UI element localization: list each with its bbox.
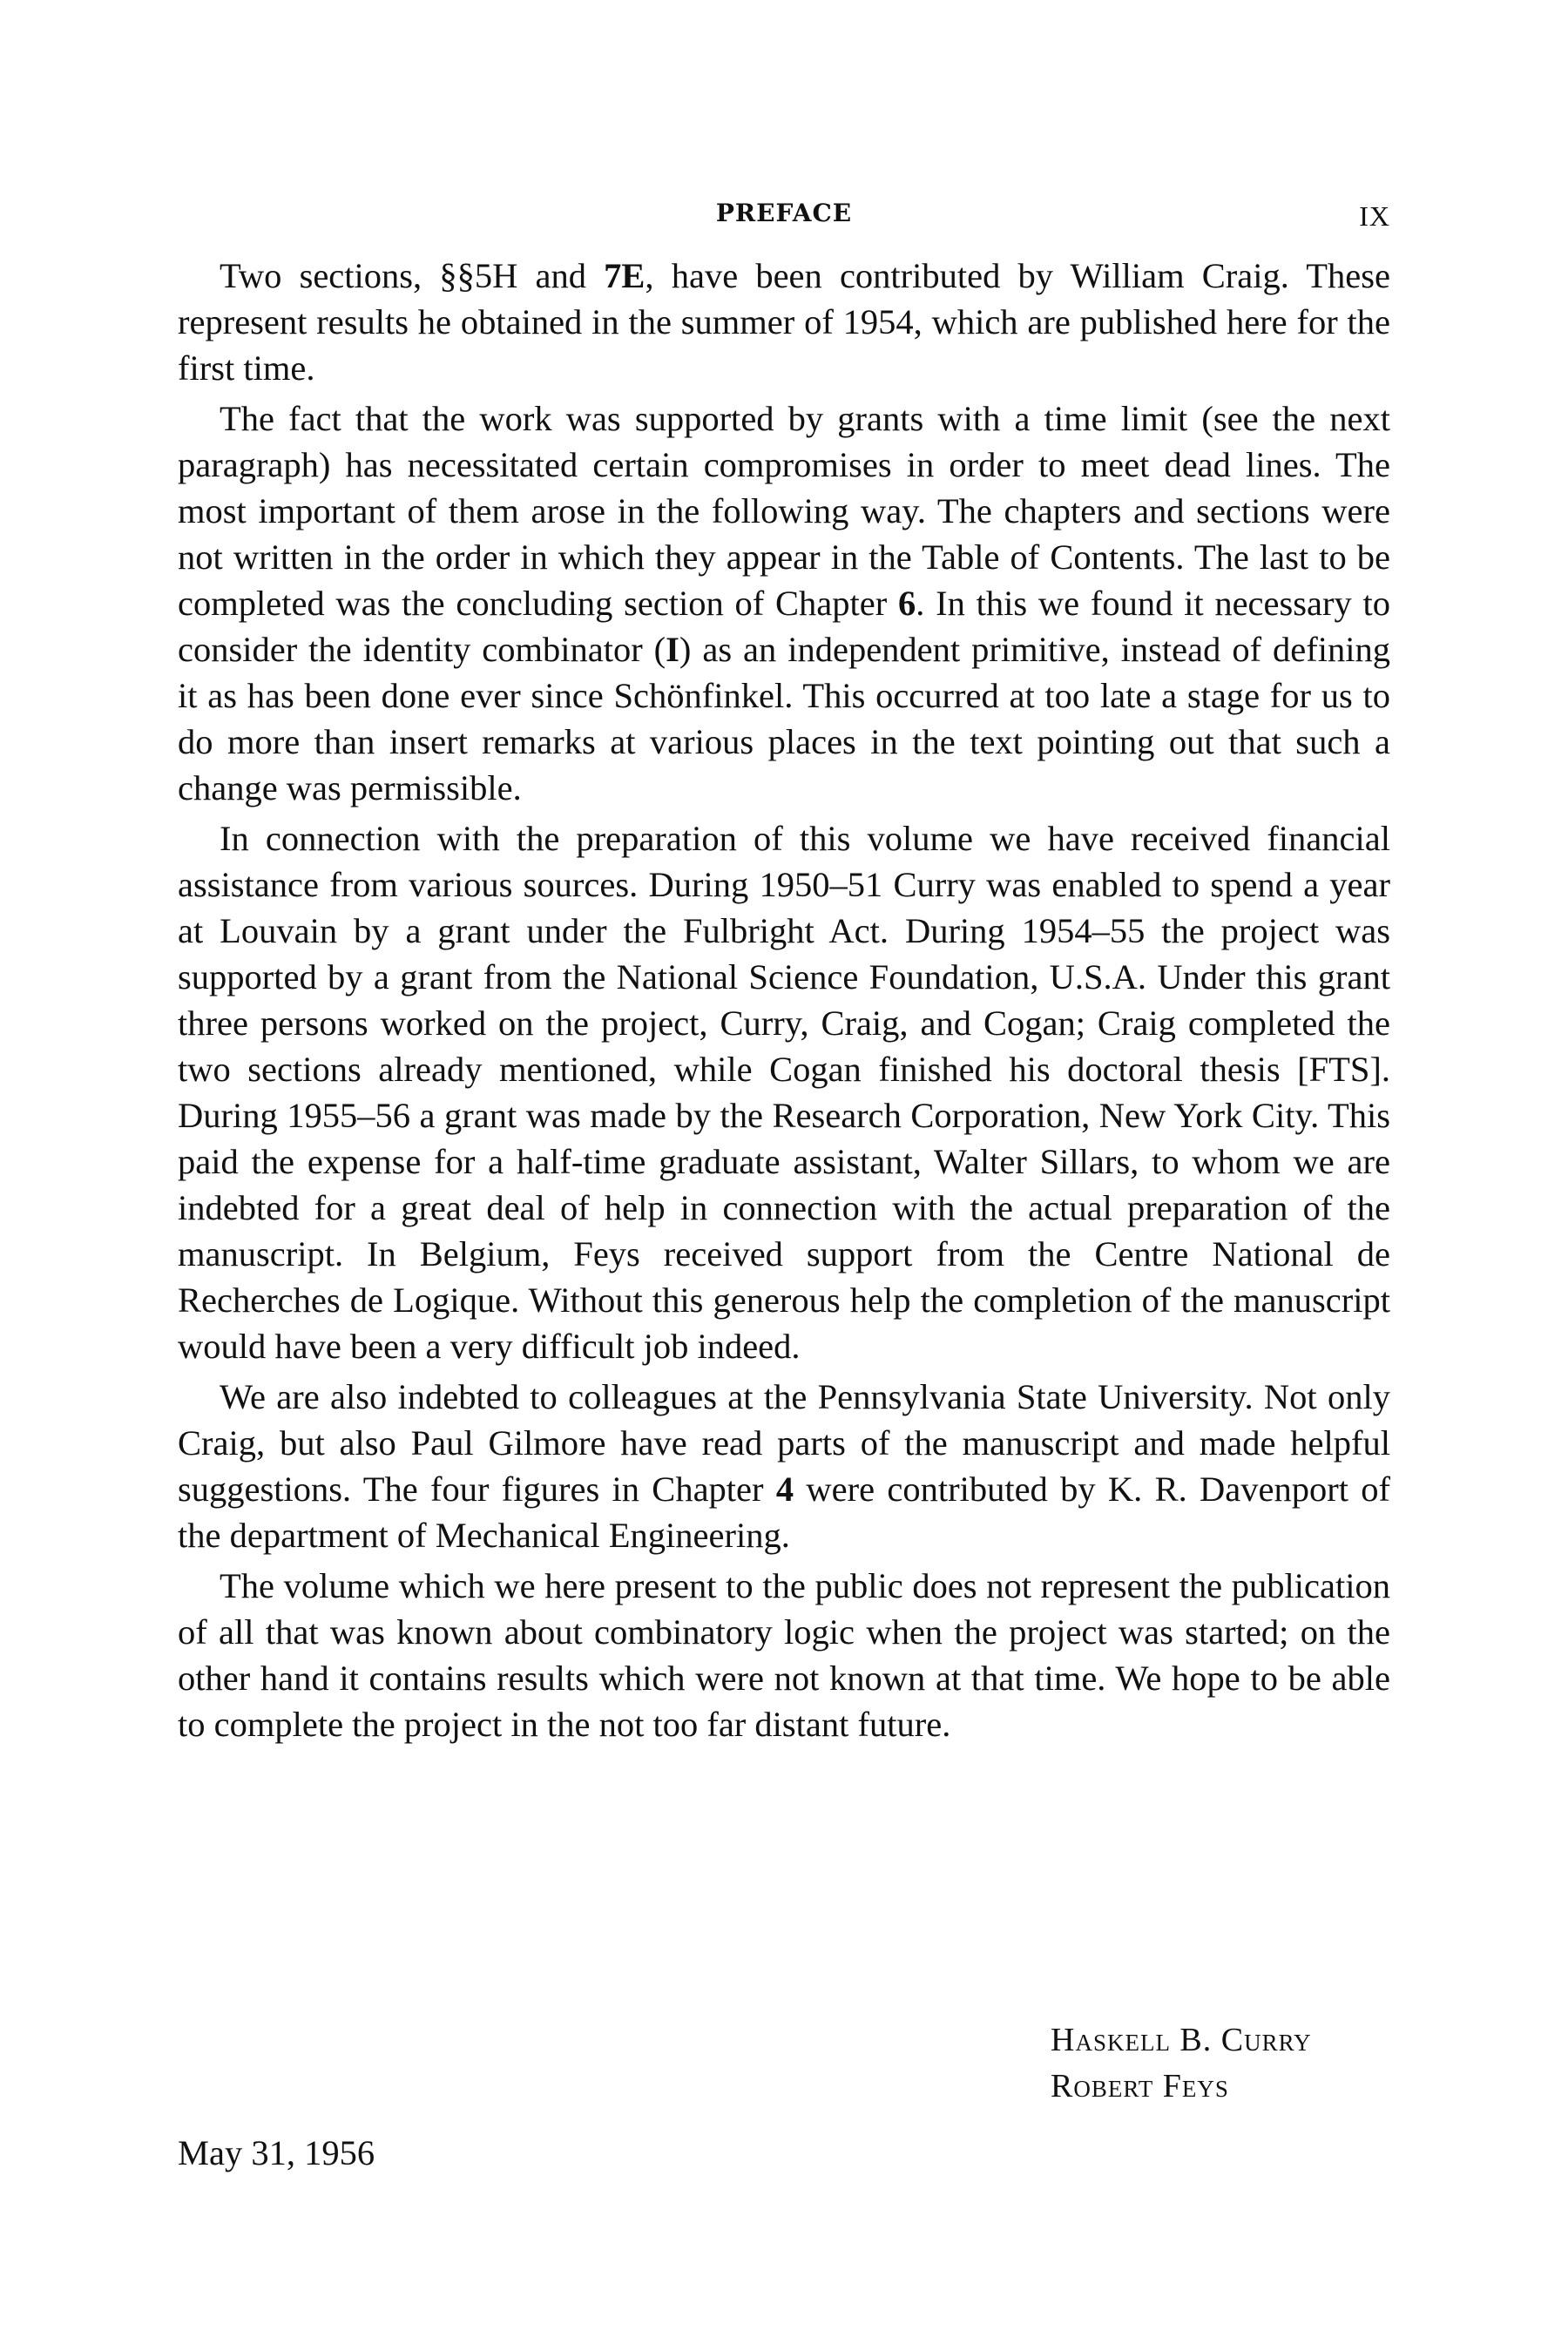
text-run: The volume which we here present to the public does not represent the publication of all that was known about combinatory logic when the project was started; on the other hand it contains results which were not known at that time. We hope to be able to complete the project in the not too far distant future. <box>178 1566 1390 1744</box>
text-run: , have been contributed by William Craig. These represent results he obtained in the summer of 1954, which are published here for the first time. <box>178 256 1390 388</box>
chapter-ref: 6 <box>898 584 916 623</box>
page-number: IX <box>1359 200 1390 232</box>
preface-body <box>178 253 1390 1752</box>
text-run: ) as an independent primitive, instead of defining it as has been done ever since Schönfinkel. This occurred at too late a stage for us to do more than insert remarks at various places in the text pointing out that such a change was permissible. <box>178 630 1390 807</box>
date: May 31, 1956 <box>178 2133 375 2172</box>
text-run: The fact that the work was supported by grants with a time limit (see the next paragraph) has necessitated certain compromises in order to meet dead lines. The most important of them arose in the following way. The chapters and sections were not written in the order in which they appear in the Table of Contents. The last to be completed was the concluding section of Chapter <box>178 399 1390 623</box>
signature-block <box>1051 2017 1312 2110</box>
paragraph <box>178 253 1390 391</box>
paragraph <box>178 1374 1390 1558</box>
text-run: were contributed by K. R. Davenport of the department of Mechanical Engineering. <box>178 1469 1390 1555</box>
chapter-ref: 4 <box>775 1469 794 1509</box>
section-ref: 7E <box>604 256 645 295</box>
author-signature: Robert Feys <box>1051 2068 1229 2104</box>
text-run: We are also indebted to colleagues at the Pennsylvania State University. Not only Craig, but also Paul Gilmore have read parts of the manuscript and made helpful suggestions. The four figures in Chapter <box>178 1377 1390 1509</box>
paragraph <box>178 395 1390 811</box>
text-run: In connection with the preparation of this volume we have received financial assistance from various sources. During 1950–51 Curry was enabled to spend a year at Louvain by a grant under the Fulbright Act. During 1954–55 the project was supported by a grant from the National Science Foundation, U.S.A. Under this grant three persons worked on the project, Curry, Craig, and Cogan; Craig completed the two sections already mentioned, while Cogan finished his doctoral thesis [FTS]. During 1955–56 a grant was made by the Research Corporation, New York City. This paid the expense for a half-time graduate assistant, Walter Sillars, to whom we are indebted for a great deal of help in connection with the actual preparation of the manuscript. In Belgium, Feys received support from the Centre National de Recherches de Logique. Without this generous help the completion of the manuscript would have been a very difficult job indeed. <box>178 819 1390 1366</box>
paragraph <box>178 1563 1390 1747</box>
paragraph <box>178 815 1390 1369</box>
page-title: PREFACE <box>715 199 853 227</box>
text-run: Two sections, §§5H and <box>220 256 605 295</box>
running-head <box>178 199 1390 242</box>
author-signature: Haskell B. Curry <box>1051 2022 1312 2058</box>
text-run: . In this we found it necessary to consider the identity combinator ( <box>178 584 1390 669</box>
combinator-symbol: I <box>666 630 679 669</box>
